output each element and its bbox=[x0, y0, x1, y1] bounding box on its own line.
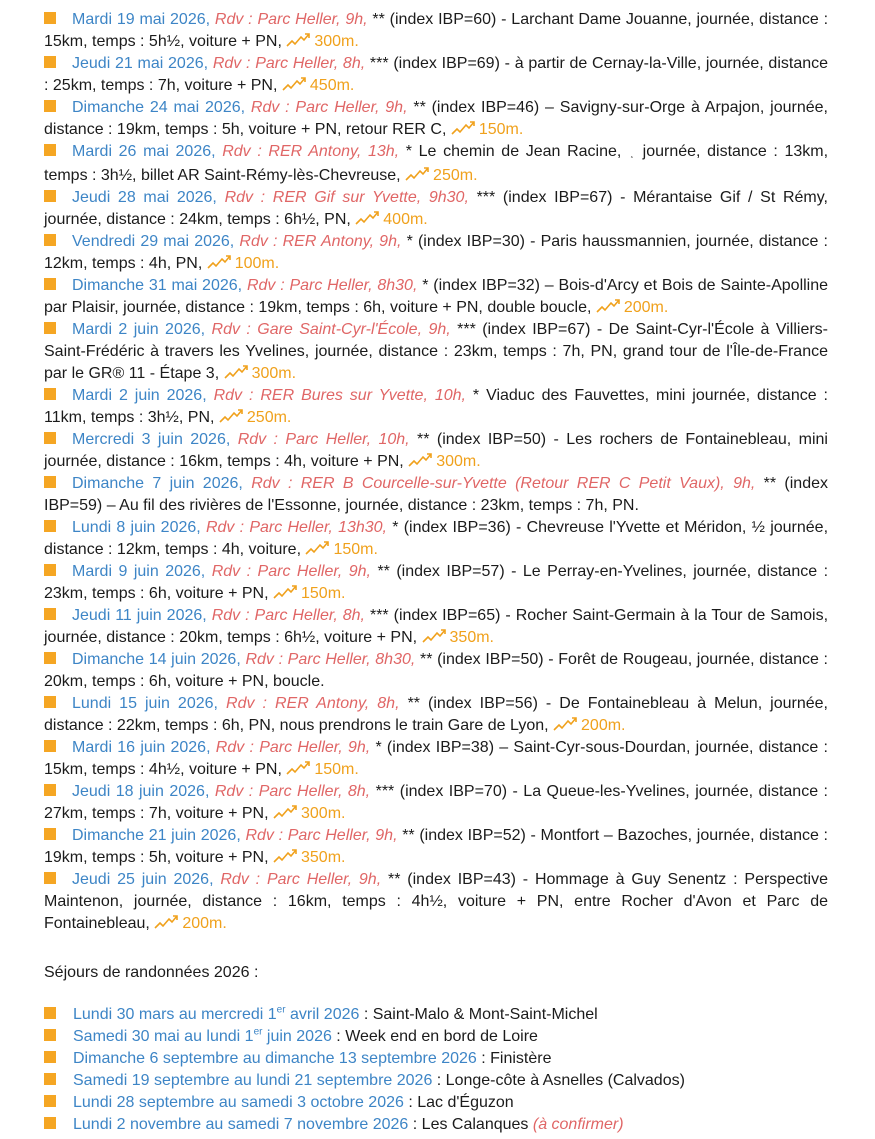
hike-description: ** (index IBP=57) - Le Perray-en-Yvelines, journée, distance : 23km, temps : 6h, voiture + PN, bbox=[44, 563, 829, 602]
bullet-square-icon bbox=[44, 12, 56, 24]
hike-date: Dimanche 21 juin 2026, bbox=[72, 827, 241, 844]
bullet-square-icon bbox=[44, 1029, 56, 1041]
hike-meeting-point: Rdv : Gare Saint-Cyr-l'École, 9h, bbox=[211, 321, 451, 338]
hike-entry bbox=[44, 97, 828, 141]
hike-list bbox=[44, 9, 828, 935]
hike-date: Mercredi 3 juin 2026, bbox=[72, 431, 231, 448]
bullet-square-icon bbox=[44, 100, 56, 112]
stay-date-start: Lundi 28 septembre au samedi 3 octobre 2026 bbox=[73, 1094, 404, 1111]
bullet-square-icon bbox=[44, 388, 56, 400]
hike-entry bbox=[44, 781, 828, 825]
hike-elevation-value: 300m. bbox=[314, 33, 359, 50]
hike-elevation bbox=[273, 805, 345, 822]
elevation-trend-icon bbox=[273, 585, 297, 599]
hike-meeting-point: Rdv : Parc Heller, 9h, bbox=[220, 871, 382, 888]
hike-date: Mardi 2 juin 2026, bbox=[72, 321, 206, 338]
hike-elevation bbox=[422, 629, 494, 646]
hike-elevation-value: 350m. bbox=[449, 629, 494, 646]
hike-elevation bbox=[224, 365, 296, 382]
hike-meeting-point: Rdv : Parc Heller, 9h, bbox=[215, 739, 371, 756]
hike-meeting-point: Rdv : Parc Heller, 9h, bbox=[214, 11, 368, 28]
hike-date: Lundi 15 juin 2026, bbox=[72, 695, 218, 712]
hike-elevation-value: 300m. bbox=[436, 453, 481, 470]
hike-date: Jeudi 21 mai 2026, bbox=[72, 55, 209, 72]
hike-elevation-value: 350m. bbox=[301, 849, 346, 866]
stay-dates bbox=[73, 1094, 404, 1111]
hike-meeting-point: Rdv : Parc Heller, 8h30, bbox=[246, 277, 418, 294]
bullet-square-icon bbox=[44, 234, 56, 246]
hike-meeting-point: Rdv : Parc Heller, 9h, bbox=[211, 563, 371, 580]
hike-description: * (index IBP=30) - Paris haussmannien, journée, distance : 12km, temps : 4h, PN, bbox=[44, 233, 829, 272]
elevation-trend-icon bbox=[224, 365, 248, 379]
stay-place: : Lac d'Éguzon bbox=[403, 1094, 514, 1111]
elevation-trend-icon bbox=[219, 409, 243, 423]
hike-description: ** (index IBP=46) – Savigny-sur-Orge à Arpajon, journée, distance : 19km, temps : 5h, voiture + PN, retour RER C, bbox=[44, 99, 829, 138]
hike-meeting-point: Rdv : Parc Heller, 8h, bbox=[214, 783, 371, 800]
hike-description: * Le chemin de Jean Racine, bbox=[405, 143, 622, 160]
bullet-square-icon bbox=[44, 652, 56, 664]
bullet-square-icon bbox=[44, 144, 56, 156]
hike-elevation-value: 300m. bbox=[251, 365, 297, 382]
stay-date-start: Lundi 30 mars au mercredi 1 bbox=[73, 1006, 277, 1023]
hike-meeting-point: Rdv : RER Antony, 13h, bbox=[222, 143, 400, 160]
hike-meeting-point: Rdv : Parc Heller, 8h, bbox=[211, 607, 365, 624]
hike-elevation-value: 300m. bbox=[301, 805, 346, 822]
hike-description: ** (index IBP=56) - De Fontainebleau à Melun, journée, distance : 22km, temps : 6h, PN, nous prendrons le train Gare de Lyon, bbox=[44, 695, 828, 734]
elevation-trend-icon bbox=[207, 255, 231, 269]
stay-date-start: Samedi 19 septembre au lundi 21 septembre 2026 bbox=[73, 1072, 433, 1089]
stay-entry bbox=[44, 1070, 828, 1092]
hike-elevation bbox=[405, 167, 477, 184]
bullet-square-icon bbox=[44, 476, 56, 488]
hike-date: Mardi 19 mai 2026, bbox=[72, 11, 211, 28]
hike-entry bbox=[44, 141, 828, 187]
stay-place: : Longe-côte à Asnelles (Calvados) bbox=[432, 1072, 685, 1089]
stay-place: : Les Calanques bbox=[408, 1116, 533, 1133]
hike-description: * Viaduc des Fauvettes, mini journée, distance : 11km, temps : 3h½, PN, bbox=[44, 387, 828, 426]
hike-entry bbox=[44, 517, 828, 561]
hike-elevation-value: 400m. bbox=[383, 211, 428, 228]
hike-entry bbox=[44, 9, 828, 53]
stay-entry bbox=[44, 1048, 828, 1070]
hike-date: Dimanche 7 juin 2026, bbox=[72, 475, 243, 492]
hike-meeting-point: Rdv : RER B Courcelle-sur-Yvette (Retour RER C Petit Vaux), 9h, bbox=[251, 475, 756, 492]
hike-elevation-value: 100m. bbox=[234, 255, 280, 272]
elevation-trend-icon bbox=[405, 167, 429, 181]
hike-description: * (index IBP=32) – Bois-d'Arcy et Bois de Sainte-Apolline par Plaisir, journée, distance : 19km, temps : 6h, voiture + PN, double boucle, bbox=[44, 277, 829, 316]
stay-entry bbox=[44, 1004, 828, 1026]
bullet-square-icon bbox=[44, 696, 56, 708]
stay-date-start: Lundi 2 novembre au samedi 7 novembre 2026 bbox=[73, 1116, 409, 1133]
stay-dates bbox=[73, 1050, 477, 1067]
hike-entry bbox=[44, 53, 828, 97]
hike-elevation-value: 200m. bbox=[623, 299, 669, 316]
stay-entry bbox=[44, 1092, 828, 1114]
stays-heading: Séjours de randonnées 2026 : bbox=[44, 964, 259, 981]
bullet-square-icon bbox=[44, 1117, 56, 1129]
hike-date: Jeudi 28 mai 2026, bbox=[72, 189, 217, 206]
hike-date: Mardi 2 juin 2026, bbox=[72, 387, 207, 404]
stay-place: : Saint-Malo & Mont-Saint-Michel bbox=[359, 1006, 598, 1023]
hike-date: Mardi 26 mai 2026, bbox=[72, 143, 216, 160]
ordinal-suffix: er bbox=[253, 1026, 263, 1038]
hike-description: *** (index IBP=67) - Mérantaise Gif / St Rémy, journée, distance : 24km, temps : 6h½, PN, bbox=[44, 189, 828, 228]
hike-date: Dimanche 31 mai 2026, bbox=[72, 277, 243, 294]
hike-elevation-value: 200m. bbox=[182, 915, 227, 932]
stay-date-end: juin 2026 bbox=[262, 1028, 332, 1045]
stay-dates bbox=[73, 1028, 332, 1045]
hike-elevation-value: 150m. bbox=[333, 541, 378, 558]
hike-entry bbox=[44, 869, 828, 935]
elevation-trend-icon bbox=[282, 77, 306, 91]
hike-entry bbox=[44, 605, 828, 649]
hike-entry bbox=[44, 561, 828, 605]
elevation-trend-icon bbox=[286, 33, 310, 47]
stay-dates bbox=[73, 1116, 408, 1133]
hike-date: Mardi 9 juin 2026, bbox=[72, 563, 206, 580]
hike-elevation-value: 200m. bbox=[581, 717, 626, 734]
hike-entry bbox=[44, 473, 828, 517]
hike-elevation bbox=[154, 915, 226, 932]
hike-meeting-point: Rdv : Parc Heller, 13h30, bbox=[205, 519, 388, 536]
hike-entry bbox=[44, 385, 828, 429]
bullet-square-icon bbox=[44, 1051, 56, 1063]
elevation-trend-icon bbox=[596, 299, 620, 313]
hike-entry bbox=[44, 693, 828, 737]
stay-list bbox=[44, 1004, 828, 1136]
hike-date: Jeudi 11 juin 2026, bbox=[72, 607, 207, 624]
hike-elevation bbox=[286, 33, 358, 50]
bullet-square-icon bbox=[44, 784, 56, 796]
hike-entry bbox=[44, 187, 828, 231]
elevation-trend-icon bbox=[154, 915, 178, 929]
hike-entry bbox=[44, 231, 828, 275]
bullet-square-icon bbox=[44, 1073, 56, 1085]
stay-entry bbox=[44, 1114, 828, 1136]
ordinal-suffix: er bbox=[276, 1004, 286, 1016]
elevation-trend-icon bbox=[305, 541, 329, 555]
stay-dates bbox=[73, 1072, 432, 1089]
hike-description-cont: journée, distance : 13km, temps : 3h½, billet AR Saint-Rémy-lès-Chevreuse, bbox=[44, 143, 829, 184]
elevation-trend-icon bbox=[286, 761, 310, 775]
hike-description: ** (index IBP=43) - Hommage à Guy Senentz : Perspective Maintenon, journée, distance : 16km, temps : 4h½, voiture + PN, entre Rocher d'Avon et Parc de Fontainebleau, bbox=[44, 871, 828, 932]
stay-dates bbox=[73, 1006, 359, 1023]
bullet-square-icon bbox=[44, 608, 56, 620]
hike-elevation bbox=[282, 77, 354, 94]
hike-elevation-value: 150m. bbox=[314, 761, 359, 778]
hike-description: ** (index IBP=60) - Larchant Dame Jouanne, journée, distance : 15km, temps : 5h½, voiture + PN, bbox=[44, 11, 829, 50]
bullet-square-icon bbox=[44, 828, 56, 840]
hike-description: ** (index IBP=50) - Les rochers de Fontainebleau, mini journée, distance : 16km, temps : 4h, voiture + PN, bbox=[44, 431, 828, 470]
bullet-square-icon bbox=[44, 564, 56, 576]
hike-elevation bbox=[355, 211, 427, 228]
hike-elevation-value: 150m. bbox=[301, 585, 346, 602]
hike-elevation-value: 450m. bbox=[309, 77, 355, 94]
hike-date: Jeudi 18 juin 2026, bbox=[72, 783, 210, 800]
hike-meeting-point: Rdv : RER Antony, 8h, bbox=[226, 695, 400, 712]
hike-description: *** (index IBP=67) - De Saint-Cyr-l'École à Villiers-Saint-Frédéric à travers les Yvelines, journée, distance : 23km, temps : 7h, PN, grand tour de l'Île-de-France par le GR® 11 - Étape 3, bbox=[44, 321, 828, 382]
stay-place: : Finistère bbox=[476, 1050, 552, 1067]
hike-elevation bbox=[451, 121, 523, 138]
hike-elevation bbox=[273, 849, 345, 866]
bullet-square-icon bbox=[44, 740, 56, 752]
hike-entry bbox=[44, 825, 828, 869]
stay-entry bbox=[44, 1026, 828, 1048]
stay-date-start: Dimanche 6 septembre au dimanche 13 septembre 2026 bbox=[73, 1050, 477, 1067]
hike-elevation bbox=[219, 409, 291, 426]
hike-elevation-value: 250m. bbox=[246, 409, 292, 426]
hike-description: *** (index IBP=65) - Rocher Saint-Germain à la Tour de Samois, journée, distance : 20km, temps : 6h½, voiture + PN, bbox=[44, 607, 829, 646]
bullet-square-icon bbox=[44, 278, 56, 290]
hike-elevation bbox=[596, 299, 668, 316]
hike-date: Vendredi 29 mai 2026, bbox=[72, 233, 235, 250]
hike-description: *** (index IBP=70) - La Queue-les-Yvelines, journée, distance : 27km, temps : 7h, voiture + PN, bbox=[44, 783, 829, 822]
elevation-trend-icon bbox=[422, 629, 446, 643]
hike-meeting-point: Rdv : RER Antony, 9h, bbox=[239, 233, 402, 250]
stay-note: (à confirmer) bbox=[532, 1116, 624, 1133]
elevation-trend-icon bbox=[408, 453, 432, 467]
hike-elevation bbox=[553, 717, 625, 734]
hike-date: Dimanche 24 mai 2026, bbox=[72, 99, 246, 116]
hike-elevation bbox=[408, 453, 480, 470]
hike-description: *** (index IBP=69) - à partir de Cernay-la-Ville, journée, distance : 25km, temps : 7h, voiture + PN, bbox=[44, 55, 829, 94]
bullet-square-icon bbox=[44, 432, 56, 444]
elevation-trend-icon bbox=[273, 805, 297, 819]
stay-place: : Week end en bord de Loire bbox=[331, 1028, 538, 1045]
elevation-trend-icon bbox=[355, 211, 379, 225]
hike-elevation-value: 250m. bbox=[433, 167, 478, 184]
hike-meeting-point: Rdv : Parc Heller, 9h, bbox=[250, 99, 408, 116]
bullet-square-icon bbox=[44, 872, 56, 884]
hike-elevation bbox=[207, 255, 279, 272]
document bbox=[44, 9, 828, 1136]
elevation-trend-icon bbox=[451, 121, 475, 135]
hike-description: * (index IBP=38) – Saint-Cyr-sous-Dourdan, journée, distance : 15km, temps : 4h½, voiture + PN, bbox=[44, 739, 829, 778]
small-mark-icon: ¸ bbox=[630, 148, 634, 159]
hike-description: ** (index IBP=52) - Montfort – Bazoches, journée, distance : 19km, temps : 5h, voiture + PN, bbox=[44, 827, 829, 866]
hike-elevation bbox=[273, 585, 345, 602]
hike-elevation bbox=[286, 761, 358, 778]
stay-date-end: avril 2026 bbox=[285, 1006, 360, 1023]
hike-meeting-point: Rdv : Parc Heller, 9h, bbox=[245, 827, 398, 844]
bullet-square-icon bbox=[44, 190, 56, 202]
bullet-square-icon bbox=[44, 56, 56, 68]
hike-meeting-point: Rdv : Parc Heller, 8h, bbox=[212, 55, 366, 72]
bullet-square-icon bbox=[44, 1095, 56, 1107]
bullet-square-icon bbox=[44, 1007, 56, 1019]
hike-elevation-value: 150m. bbox=[478, 121, 524, 138]
hike-entry bbox=[44, 275, 828, 319]
hike-meeting-point: Rdv : Parc Heller, 10h, bbox=[237, 431, 410, 448]
elevation-trend-icon bbox=[553, 717, 577, 731]
hike-date: Jeudi 25 juin 2026, bbox=[72, 871, 214, 888]
hike-description: ** (index IBP=50) - Forêt de Rougeau, journée, distance : 20km, temps : 6h, voiture + PN, boucle. bbox=[44, 651, 829, 690]
stay-date-start: Samedi 30 mai au lundi 1 bbox=[73, 1028, 254, 1045]
hike-elevation bbox=[305, 541, 377, 558]
hike-entry bbox=[44, 429, 828, 473]
hike-entry bbox=[44, 319, 828, 385]
hike-description: * (index IBP=36) - Chevreuse l'Yvette et Méridon, ½ journée, distance : 12km, temps : 4h, voiture, bbox=[44, 519, 829, 558]
bullet-square-icon bbox=[44, 322, 56, 334]
elevation-trend-icon bbox=[273, 849, 297, 863]
hike-description: ** (index IBP=59) – Au fil des rivières de l'Essonne, journée, distance : 23km, temps : 7h, PN. bbox=[44, 475, 828, 514]
hike-meeting-point: Rdv : RER Gif sur Yvette, 9h30, bbox=[224, 189, 469, 206]
hike-meeting-point: Rdv : Parc Heller, 8h30, bbox=[245, 651, 416, 668]
hike-entry bbox=[44, 737, 828, 781]
hike-date: Lundi 8 juin 2026, bbox=[72, 519, 201, 536]
hike-entry bbox=[44, 649, 828, 693]
hike-date: Dimanche 14 juin 2026, bbox=[72, 651, 241, 668]
bullet-square-icon bbox=[44, 520, 56, 532]
hike-date: Mardi 16 juin 2026, bbox=[72, 739, 211, 756]
hike-meeting-point: Rdv : RER Bures sur Yvette, 10h, bbox=[213, 387, 466, 404]
